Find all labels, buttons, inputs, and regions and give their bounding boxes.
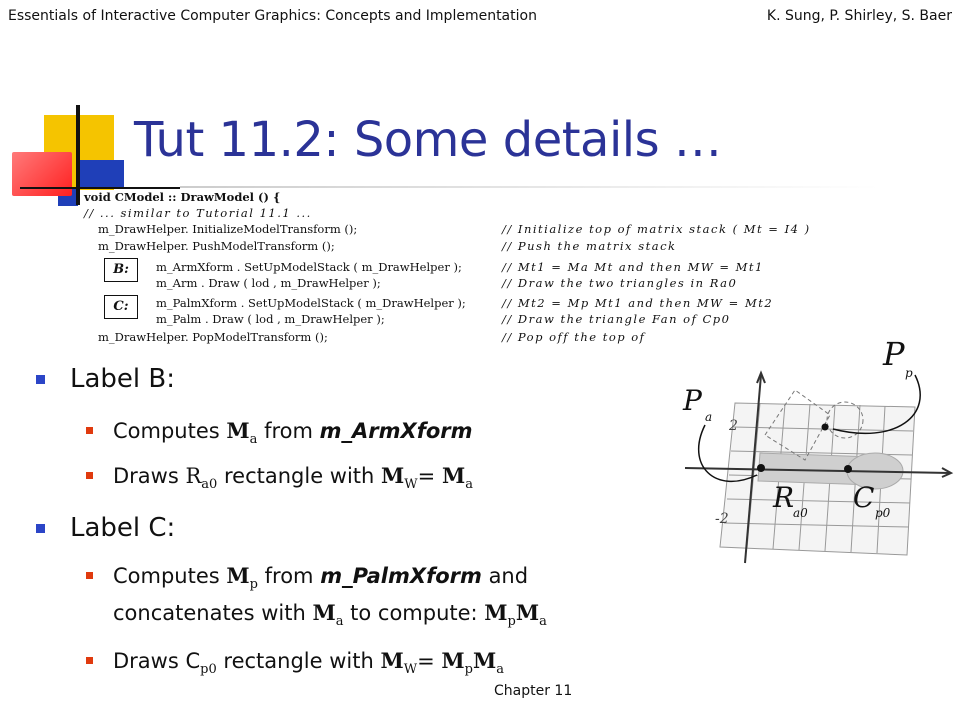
math-symbol: M [312, 600, 336, 625]
math-symbol: M [226, 418, 250, 443]
text: Draws C [113, 649, 201, 673]
math-symbol: M [484, 600, 508, 625]
code-line: m_ArmXform . SetUpModelStack ( m_DrawHelper ); [156, 260, 462, 274]
text: = [417, 649, 442, 673]
label-pp: P [883, 335, 905, 373]
label-ra0-sub: a0 [793, 506, 808, 520]
header-book-title: Essentials of Interactive Computer Graphics: Concepts and Implementation [8, 8, 537, 24]
math-subscript: a [335, 614, 344, 630]
math-subscript: p0 [200, 662, 217, 678]
math-subscript: W [404, 477, 418, 493]
code-line: m_Palm . Draw ( lod , m_DrawHelper ); [156, 312, 385, 326]
code-line: // ... similar to Tutorial 11.1 ... [84, 206, 312, 220]
code-comment: // Push the matrix stack [502, 239, 677, 253]
math-symbol: M [380, 648, 404, 673]
text: Computes [113, 419, 227, 443]
code-label-c: C: [104, 295, 138, 319]
bullet-text: Label C: [70, 513, 176, 543]
text: from [257, 564, 321, 588]
footer-chapter: Chapter 11 [494, 683, 573, 699]
code-comment: // Mt1 = Ma Mt and then MW = Mt1 [502, 260, 764, 274]
code-reference: m_ArmXform [319, 419, 473, 443]
code-comment: // Draw the triangle Fan of Cp0 [502, 312, 731, 326]
math-subscript: a [539, 614, 547, 630]
bullet-draws-ra0 [113, 463, 473, 492]
bullet-label-b [70, 364, 175, 394]
label-ra0: R [773, 481, 795, 514]
logo-red-block [12, 152, 72, 196]
tick-label-negative: -2 [715, 511, 729, 527]
title-underline [180, 186, 880, 188]
bullet-computes-mp-line2 [113, 600, 547, 629]
text: Computes [113, 564, 227, 588]
label-pa-sub: a [705, 410, 713, 424]
slide-title: Tut 11.2: Some details … [134, 112, 722, 168]
code-comment: // Mt2 = Mp Mt1 and then MW = Mt2 [502, 296, 774, 310]
code-label-b: B: [104, 258, 138, 282]
bullet-square-icon [86, 472, 93, 479]
math-symbol: M [226, 563, 250, 588]
math-symbol: M [441, 463, 466, 488]
bullet-computes-mp [113, 563, 528, 592]
bullet-draws-cp0 [113, 648, 504, 677]
math-subscript: W [403, 662, 418, 678]
arm-palm-figure [665, 335, 955, 565]
label-pp-sub: p [905, 366, 913, 380]
bullet-text: Label B: [70, 364, 176, 394]
code-line: void CModel :: DrawModel () { [84, 190, 281, 204]
text: rectangle with [216, 649, 381, 673]
text: rectangle with [217, 464, 382, 488]
tick-label-positive: 2 [729, 418, 738, 434]
math-subscript: p [507, 614, 516, 630]
math-symbol: M [381, 463, 405, 488]
math-subscript: a [249, 432, 258, 448]
logo-blue-block [80, 160, 124, 188]
pivot-point-c [844, 465, 852, 473]
math-symbol: M [515, 600, 540, 625]
code-comment: // Initialize top of matrix stack ( Mt = I4 ) [502, 222, 811, 236]
math-symbol: R [185, 464, 202, 488]
math-subscript: p [464, 662, 473, 678]
pivot-point-a [757, 464, 765, 472]
logo-horizontal-line [20, 187, 180, 189]
bullet-square-icon [86, 572, 93, 579]
text: from [257, 419, 320, 443]
text: concatenates with [113, 601, 313, 625]
bullet-computes-ma [113, 418, 473, 447]
logo-vertical-line [76, 105, 80, 205]
text: and [481, 564, 529, 588]
code-reference: m_PalmXform [320, 564, 482, 588]
label-cp0: C [853, 481, 875, 514]
bullet-label-c [70, 513, 175, 543]
code-line: m_PalmXform . SetUpModelStack ( m_DrawHelper ); [156, 296, 466, 310]
code-comment: // Pop off the top of [502, 330, 646, 344]
math-symbol: M [441, 648, 465, 673]
bullet-square-icon [86, 427, 93, 434]
bullet-square-icon [86, 657, 93, 664]
label-cp0-sub: p0 [875, 506, 891, 520]
code-line: m_Arm . Draw ( lod , m_DrawHelper ); [156, 276, 381, 290]
code-line: m_DrawHelper. InitializeModelTransform (); [98, 222, 358, 236]
pivot-point-p [822, 424, 829, 431]
math-subscript: p [249, 577, 258, 593]
math-symbol: M [472, 648, 497, 673]
code-comment: // Draw the two triangles in Ra0 [502, 276, 738, 290]
bullet-square-icon [36, 375, 45, 384]
header-authors: K. Sung, P. Shirley, S. Baer [766, 8, 952, 24]
code-line: m_DrawHelper. PushModelTransform (); [98, 239, 335, 253]
math-subscript: a [465, 477, 473, 493]
code-listing [84, 190, 874, 350]
text: to compute: [343, 601, 485, 625]
text: = [417, 464, 442, 488]
bullet-square-icon [36, 524, 45, 533]
math-subscript: a [496, 662, 504, 678]
math-subscript: a0 [201, 477, 218, 493]
label-pa: P [683, 384, 702, 417]
code-line: m_DrawHelper. PopModelTransform (); [98, 330, 328, 344]
text: Draws [113, 464, 186, 488]
